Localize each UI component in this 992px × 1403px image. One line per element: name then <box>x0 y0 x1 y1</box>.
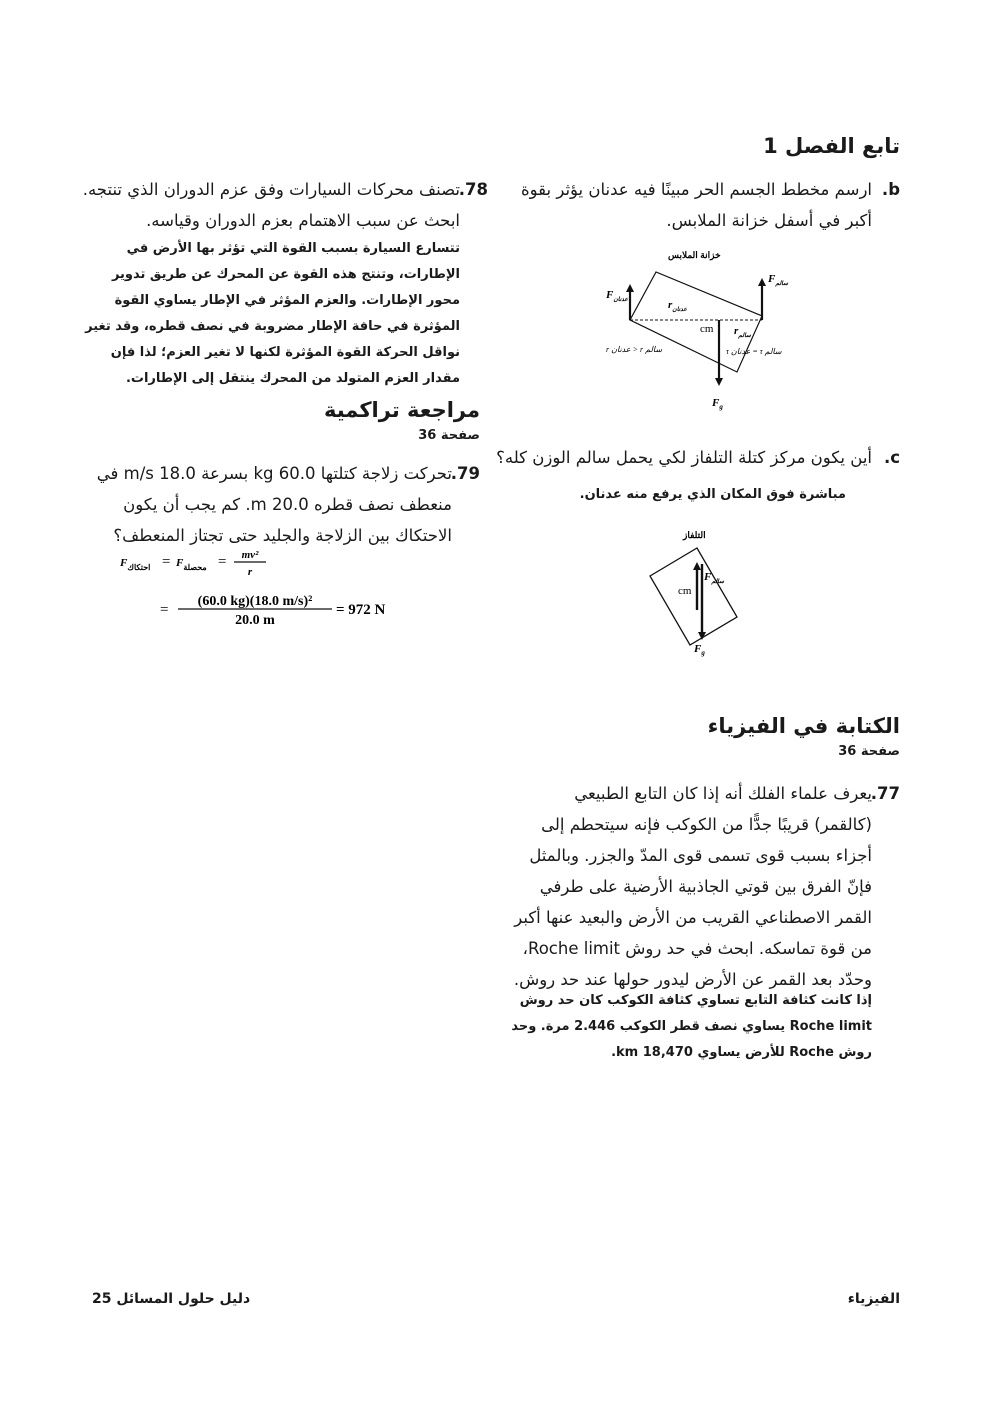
equation1-mid: $F_{محصلة}$ <box>176 557 207 572</box>
lever-inequality: r عدنان > r سالم <box>606 345 663 354</box>
torque-equality: τ عدنان = τ سالم <box>726 347 782 356</box>
question-c-letter: c. <box>883 448 900 467</box>
question-79-text: تحركت زلاجة كتلتها 60.0 kg بسرعة 18.0 m/s في منعطف نصف قطره 20.0 m. كم يجب أن يكون الاحتكاك بين الزلاجة والجليد حتى تجتاز المنعطف؟ <box>96 464 452 545</box>
equation1-numerator: mv² <box>241 549 259 561</box>
question-77-text: يعرف علماء الفلك أنه إذا كان التابع الطبيعي (كالقمر) قريبًا جدًّا من الكوكب فإنه سيتحطم إلى أجزاء بسبب قوى تسمى قوى المدّ والجزر. وبالمثل فإنّ الفرق بين قوتي الجاذبية الأرضية على طرفي القمر الاصطناعي القريب من الأرض والبعيد عنها أكبر من قوة تماسكه. ابحث في حد روش Roche limit، وحدّد بعد القمر عن الأرض ليدور حولها عند حد روش. <box>513 784 872 989</box>
equals-sign-1: = <box>162 554 171 570</box>
question-79-number: 79. <box>450 464 480 483</box>
equation2-denominator: 20.0 m <box>235 613 275 628</box>
tv-label: التلفاز <box>683 530 706 540</box>
question-79 <box>82 458 480 551</box>
tv-free-body-diagram <box>640 524 780 660</box>
equation1-lhs: $F_{احتكاك}$ <box>120 557 151 572</box>
question-77-number: 77. <box>870 784 900 803</box>
tv-shape <box>650 548 737 645</box>
f-salem-label: $F_{سالم}$ <box>768 273 789 287</box>
cabinet-shape <box>630 272 762 372</box>
center-of-mass-label: cm <box>700 323 714 335</box>
chapter-header: تابع الفصل 1 <box>763 134 900 158</box>
question-c-text: أين يكون مركز كتلة التلفاز لكي يحمل سالم الوزن كله؟ <box>496 448 872 467</box>
weight-label: $F_g$ <box>694 643 705 657</box>
weight-label: $F_g$ <box>712 397 723 411</box>
f-adnan-label: $F_{عدنان}$ <box>606 289 628 303</box>
question-c-answer: مباشرة فوق المكان الذي يرفع منه عدنان. <box>579 487 846 502</box>
question-b <box>492 174 900 236</box>
r-adnan-label: $r_{عدنان}$ <box>668 299 687 313</box>
question-77 <box>512 778 900 995</box>
equals-sign-3: = <box>160 602 169 618</box>
equals-sign-2: = <box>218 554 227 570</box>
section-title-review: مراجعة تراكمية <box>323 398 480 422</box>
question-78-text: تصنف محركات السيارات وفق عزم الدوران الذي تنتجه. ابحث عن سبب الاهتمام بعزم الدوران وقياسه. <box>82 180 460 230</box>
equation2-numerator: (60.0 kg)(18.0 m/s)² <box>197 594 313 609</box>
force-salem-arrowhead <box>758 278 766 286</box>
f-salem-label: $F_{سالم}$ <box>704 571 725 585</box>
r-salem-label: $r_{سالم}$ <box>734 325 751 339</box>
section-page-ref-writing: صفحة 36 <box>838 744 900 759</box>
question-78-answer: تتسارع السيارة بسبب القوة التي تؤثر بها الأرض في الإطارات، وتنتج هذه القوة عن المحرك عن طريق تدوير محور الإطارات. والعزم المؤثر في الإطار يساوي القوة المؤثرة في حافة الإطار مضروبة في نصف قطره، وقد تغير نواقل الحركة القوة المؤثرة لكنها لا تغير العزم؛ لذا فإن مقدار العزم المتولد من المحرك ينتقل إلى الإطارات. <box>85 241 460 386</box>
question-b-text: ارسم مخطط الجسم الحر مبينًا فيه عدنان يؤثر بقوة أكبر في أسفل خزانة الملابس. <box>520 180 872 230</box>
center-of-mass-label: cm <box>678 585 692 597</box>
section-page-ref-review: صفحة 36 <box>418 428 480 443</box>
cabinet-free-body-diagram <box>598 244 813 414</box>
question-78-number: 78. <box>458 180 488 199</box>
friction-equation <box>114 542 414 634</box>
question-b-letter: b. <box>881 180 900 199</box>
equation2-result: = 972 N <box>336 602 386 618</box>
section-title-writing: الكتابة في الفيزياء <box>707 714 900 738</box>
question-77-answer: إذا كانت كثافة التابع تساوي كثافة الكوكب كان حد روش Roche limit يساوي نصف قطر الكوكب 2.446 مرة. وحد روش Roche للأرض يساوي 18,470 km. <box>511 993 872 1060</box>
footer-subject: الفيزياء <box>847 1291 900 1307</box>
question-c <box>492 442 900 473</box>
force-salem-arrowhead <box>693 562 701 570</box>
footer-book-page: دليل حلول المسائل 25 <box>92 1291 251 1307</box>
weight-arrowhead <box>715 378 723 386</box>
question-78 <box>80 174 488 236</box>
cabinet-label: خزانة الملابس <box>668 250 721 260</box>
force-adnan-arrowhead <box>626 284 634 292</box>
equation1-denominator: r <box>247 566 253 578</box>
